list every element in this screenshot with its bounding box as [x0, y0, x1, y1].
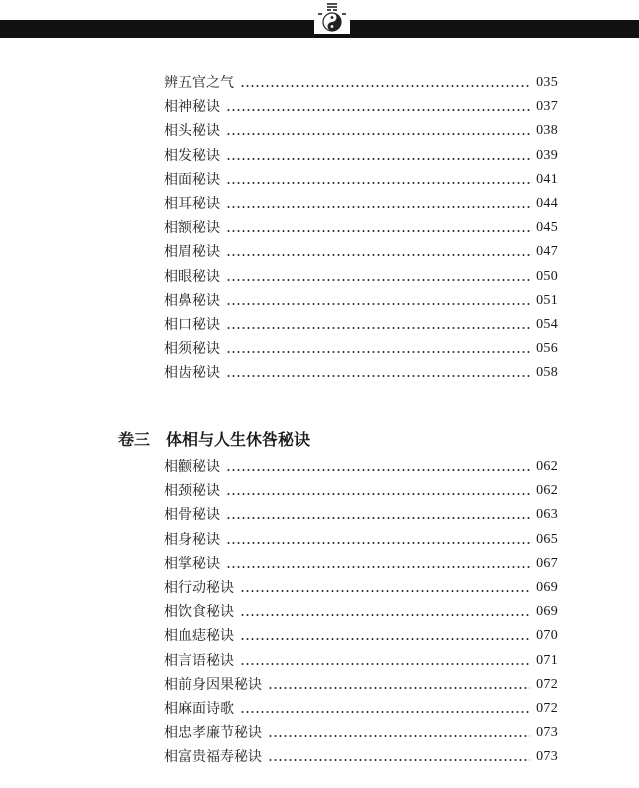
- dot-leader: [226, 542, 530, 544]
- toc-entry: [164, 120, 558, 142]
- toc-entry: [164, 217, 558, 239]
- toc-entry-title: 相掌秘诀: [164, 555, 220, 572]
- toc-entry: [164, 241, 558, 263]
- dot-leader: [226, 303, 530, 305]
- dot-leader: [226, 493, 530, 495]
- toc-entry: [164, 72, 558, 94]
- toc-entry-title: 相头秘诀: [164, 123, 220, 140]
- toc-entry: [164, 722, 558, 744]
- toc-entry-page: 039: [536, 147, 558, 163]
- toc-entry-title: 相言语秘诀: [164, 652, 234, 669]
- toc-entry-title: 相齿秘诀: [164, 365, 220, 382]
- toc-entry-title: 相身秘诀: [164, 531, 220, 548]
- dot-leader: [226, 566, 530, 568]
- toc-entry: [164, 577, 558, 599]
- toc-entry-title: 相须秘诀: [164, 341, 220, 358]
- toc-entry-title: 相前身因果秘诀: [164, 676, 262, 693]
- dot-leader: [226, 254, 530, 256]
- toc-entry: [164, 625, 558, 647]
- toc-entry-page: 041: [536, 171, 558, 187]
- toc-entry: [164, 290, 558, 312]
- toc-entry-page: 070: [536, 628, 558, 644]
- dot-leader: [240, 85, 530, 87]
- toc-entry-title: 相饮食秘诀: [164, 604, 234, 621]
- dot-leader: [226, 230, 530, 232]
- toc-entry-page: 058: [536, 365, 558, 381]
- toc-entry: [164, 674, 558, 696]
- section-heading: [118, 426, 310, 450]
- toc-entry: [164, 96, 558, 118]
- dot-leader: [226, 133, 530, 135]
- toc-entry: [164, 193, 558, 215]
- toc-entry-title: 相眼秘诀: [164, 268, 220, 285]
- dot-leader: [240, 663, 530, 665]
- dot-leader: [226, 375, 530, 377]
- toc-entry-page: 037: [536, 99, 558, 115]
- toc-entry: [164, 601, 558, 623]
- toc-entry-page: 065: [536, 531, 558, 547]
- toc-entry: [164, 650, 558, 672]
- dot-leader: [268, 759, 530, 761]
- toc-entry-page: 035: [536, 75, 558, 90]
- toc-entry-page: 072: [536, 676, 558, 692]
- section-title: 体相与人生休咎秘诀: [166, 429, 311, 449]
- toc-entry-title: 相发秘诀: [164, 147, 220, 164]
- toc-entry: [164, 362, 558, 384]
- toc-entry: [164, 145, 558, 167]
- toc-entry-page: 054: [536, 317, 558, 332]
- toc-entry-title: 相额秘诀: [164, 220, 220, 237]
- dot-leader: [226, 206, 530, 208]
- toc-entry-page: 062: [536, 459, 558, 474]
- toc-entry-page: 073: [536, 749, 558, 765]
- toc-entry: [164, 698, 558, 720]
- toc-entry: [164, 553, 558, 575]
- toc-entry-title: 相骨秘诀: [164, 507, 220, 524]
- toc-entry-title: 相富贵福寿秘诀: [164, 749, 262, 766]
- dot-leader: [226, 109, 530, 111]
- toc-entry: [164, 746, 558, 768]
- toc-entry-page: 050: [536, 268, 558, 284]
- toc-entry: [164, 266, 558, 288]
- toc-entry-page: 063: [536, 507, 558, 523]
- toc-entry-title: 相麻面诗歌: [164, 701, 234, 717]
- dot-leader: [240, 614, 530, 616]
- toc-entry: [164, 338, 558, 360]
- toc-entry: [164, 504, 558, 526]
- toc-entry-page: 071: [536, 652, 558, 668]
- toc-entry-page: 072: [536, 701, 558, 716]
- toc-entry-title: 相颧秘诀: [164, 459, 220, 475]
- toc-entry-title: 相眉秘诀: [164, 244, 220, 261]
- dot-leader: [226, 351, 530, 353]
- toc-entry-page: 044: [536, 196, 558, 211]
- dot-leader: [268, 687, 530, 689]
- dot-leader: [240, 638, 530, 640]
- toc-entry: [164, 314, 558, 336]
- toc-entry-title: 相耳秘诀: [164, 196, 220, 212]
- toc-entry-page: 045: [536, 220, 558, 236]
- toc-entry-page: 067: [536, 555, 558, 571]
- toc-entry: [164, 169, 558, 191]
- dot-leader: [268, 735, 530, 737]
- dot-leader: [226, 469, 530, 471]
- dot-leader: [226, 158, 530, 160]
- dot-leader: [226, 327, 530, 329]
- toc-entry-title: 相神秘诀: [164, 99, 220, 116]
- toc-entry-page: 073: [536, 725, 558, 741]
- toc-entry-title: 相面秘诀: [164, 171, 220, 188]
- dot-leader: [240, 590, 530, 592]
- toc-entry-title: 相颈秘诀: [164, 483, 220, 500]
- section-label: 卷三: [118, 429, 151, 449]
- toc-entry: [164, 456, 558, 478]
- toc-entry-title: 相忠孝廉节秘诀: [164, 725, 262, 742]
- toc-entry-title: 相口秘诀: [164, 317, 220, 333]
- yin-yang-emblem-icon: [310, 0, 354, 34]
- toc-entry-page: 069: [536, 580, 558, 595]
- dot-leader: [226, 517, 530, 519]
- toc-entry-title: 相鼻秘诀: [164, 292, 220, 309]
- toc-entry-page: 051: [536, 292, 558, 308]
- toc-entry-page: 038: [536, 123, 558, 139]
- toc-entry: [164, 529, 558, 551]
- toc-entry-page: 062: [536, 483, 558, 499]
- toc-entry-title: 相行动秘诀: [164, 580, 234, 596]
- dot-leader: [226, 182, 530, 184]
- toc-entry-title: 相血痣秘诀: [164, 628, 234, 645]
- toc-entry-page: 047: [536, 244, 558, 260]
- toc-entry: [164, 480, 558, 502]
- toc-entry-page: 056: [536, 341, 558, 357]
- toc-entry-page: 069: [536, 604, 558, 620]
- dot-leader: [240, 711, 530, 713]
- dot-leader: [226, 279, 530, 281]
- toc-entry-title: 辨五官之气: [164, 75, 234, 91]
